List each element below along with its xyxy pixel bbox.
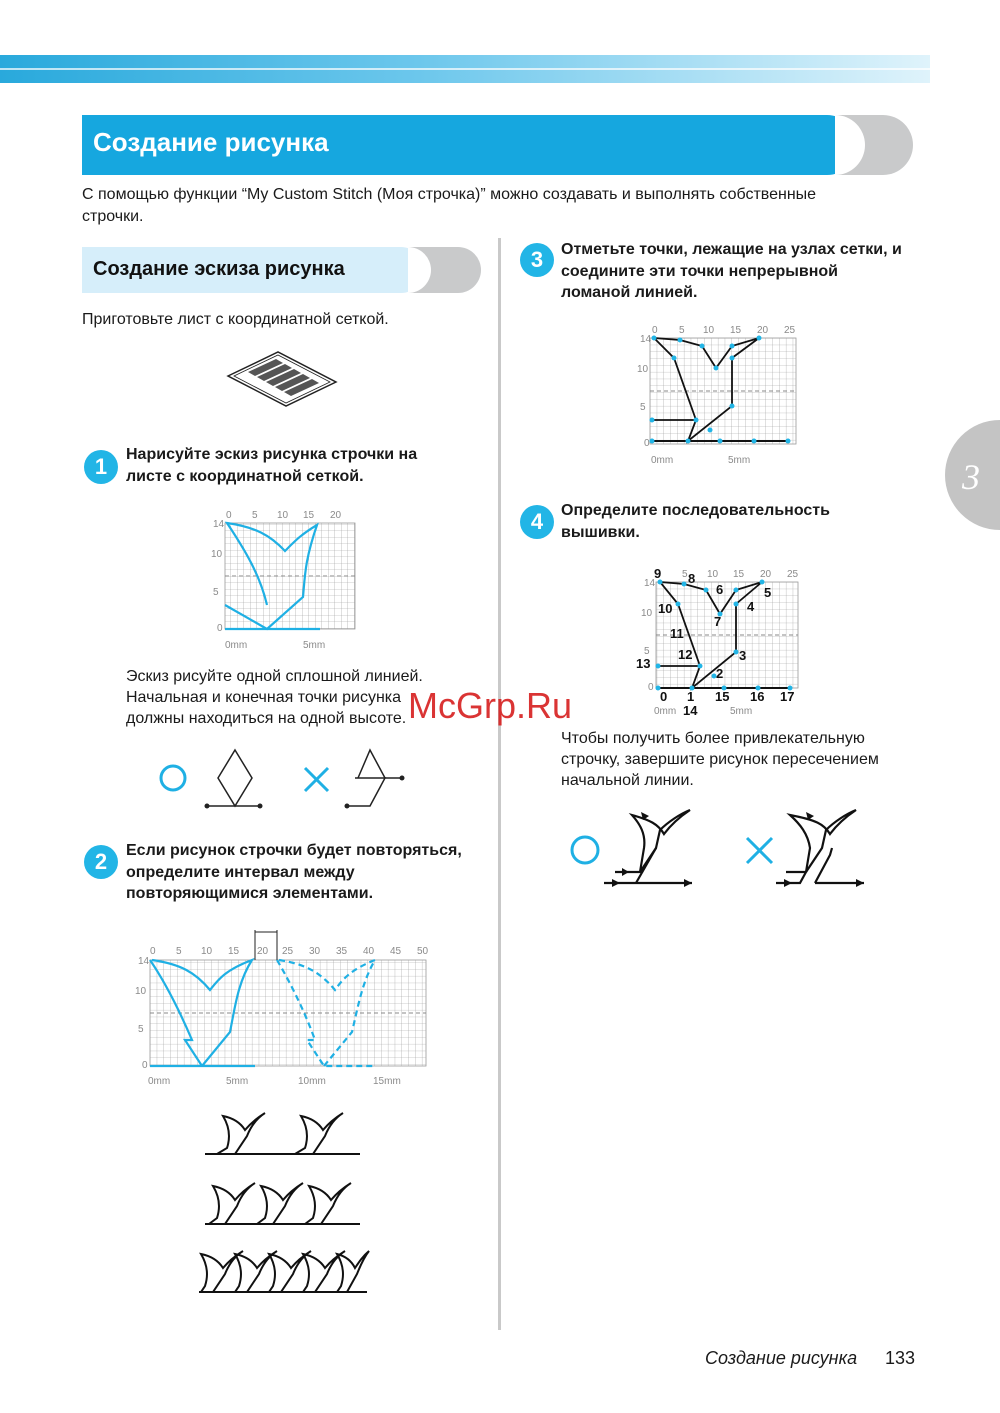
grid-2-xtick: 0 [150,946,156,957]
grid-4-xtick: 25 [787,569,799,580]
grid-2-xtick: 5 [176,946,182,957]
grid-3-diagram [630,318,810,473]
step-2-number: 2 [84,845,118,879]
grid-3-xtick: 10 [703,325,715,336]
grid-1-mm: 0mm [225,640,248,651]
grid-4-xtick: 20 [760,569,772,580]
grid-1-xtick: 5 [252,510,258,521]
seq-point-label: 17 [780,689,795,704]
grid-2-xtick: 15 [228,946,240,957]
seq-point-label: 14 [683,703,698,718]
column-divider [498,238,501,1330]
step-1-note: Эскиз рисуйте одной сплошной линией. Начальная и конечная точки рисунка должны находиться на одной высоте. [126,668,423,727]
grid-3-ytick: 14 [640,334,652,345]
step-1-title: Нарисуйте эскиз рисунка строчки на листе с координатной сеткой. [126,446,418,485]
grid-3-xtick: 25 [784,325,796,336]
grid-2-ytick: 10 [135,986,147,997]
seq-point-label: 15 [715,689,730,704]
grid-3-xtick: 15 [730,325,742,336]
grid-4-xtick: 10 [707,569,719,580]
grid-2-ytick: 5 [138,1024,144,1035]
title-bar-ornament [835,115,913,175]
grid-2-ytick: 14 [138,956,150,967]
grid-2-mm: 5mm [226,1076,249,1087]
step-4-title: Определите последовательность вышивки. [561,502,830,541]
wrong-icon [747,838,772,863]
graph-paper-icon [222,348,342,410]
seq-point-label: 11 [670,626,684,641]
intro-text: С помощью функции “My Custom Stitch (Моя строчка)” можно создавать и выполнять собственные строчки. [82,186,817,225]
footer-title: Создание рисунка [705,1348,858,1368]
grid-4-diagram [630,562,810,720]
correct-icon [572,837,598,863]
step-3-title: Отметьте точки, лежащие на узлах сетки, и соедините эти точки непрерывной ломаной линией. [561,241,902,301]
grid-2-mm: 15mm [373,1076,401,1087]
section-bar-ornament [408,247,481,293]
grid-4-ytick: 5 [644,646,650,657]
chapter-number: 3 [962,457,980,497]
grid-3-ytick: 5 [640,402,646,413]
step-4-note: Чтобы получить более привлекательную строчку, завершите рисунок пересечением начальной линии. [561,730,879,789]
seq-point-label: 12 [678,647,693,662]
grid-4-ytick: 14 [644,578,656,589]
grid-1-ytick: 0 [217,623,223,634]
step-1-number: 1 [84,450,118,484]
grid-1-ytick: 5 [213,587,219,598]
grid-4-mm: 5mm [730,706,753,717]
seq-point-label: 16 [750,689,765,704]
grid-1-diagram [205,505,365,655]
crossing-rule-examples [560,800,880,900]
grid-3-ytick: 10 [637,364,649,375]
page-number: 133 [885,1348,916,1368]
seq-point-label: 10 [658,601,673,616]
seq-point-label: 8 [688,571,696,586]
seq-point-label: 5 [764,585,772,600]
seq-point-label: 7 [714,614,722,629]
section-title: Создание эскиза рисунка [93,258,345,280]
repeat-pattern-examples [195,1108,375,1298]
seq-point-label: 2 [716,666,724,681]
grid-3-xtick: 5 [679,325,685,336]
grid-3-mm: 0mm [651,455,674,466]
grid-4-ytick: 0 [648,682,654,693]
seq-point-label: 0 [660,689,668,704]
grid-3-mm: 5mm [728,455,751,466]
grid-4-mm: 0mm [654,706,677,717]
grid-2-mm: 10mm [298,1076,326,1087]
step-2-title: Если рисунок строчки будет повторяться, определите интервал между повторяющимися элементами. [126,842,462,902]
grid-2-xtick: 50 [417,946,429,957]
grid-4-xtick: 5 [682,569,688,580]
grid-2-xtick: 25 [282,946,294,957]
step-4-number: 4 [520,505,554,539]
grid-1-xtick: 0 [226,510,232,521]
seq-point-label: 4 [747,599,755,614]
prepare-text: Приготовьте лист с координатной сеткой. [82,311,389,328]
grid-2-xtick: 10 [201,946,213,957]
seq-point-label: 13 [636,656,651,671]
seq-point-label: 9 [654,566,662,581]
watermark: McGrp.Ru [408,685,573,726]
grid-2-xtick: 35 [336,946,348,957]
page-title: Создание рисунка [93,127,329,157]
grid-1-ytick: 10 [211,549,223,560]
grid-3-xtick: 0 [652,325,658,336]
grid-1-ytick: 14 [213,519,225,530]
grid-2-xtick: 30 [309,946,321,957]
step-3-number: 3 [520,243,554,277]
top-stripe [0,55,930,83]
seq-point-label: 3 [739,648,747,663]
grid-4-ytick: 10 [641,608,653,619]
grid-2-xtick: 40 [363,946,375,957]
grid-2-ytick: 0 [142,1060,148,1071]
grid-3-ytick: 0 [644,438,650,449]
correct-icon [161,766,185,790]
grid-1-xtick: 20 [330,510,342,521]
seq-point-label: 6 [716,582,724,597]
grid-2-xtick: 20 [257,946,269,957]
wrong-icon [305,768,328,791]
grid-2-xtick: 45 [390,946,402,957]
grid-4-xtick: 15 [733,569,745,580]
grid-3-xtick: 20 [757,325,769,336]
line-rule-examples [150,740,420,810]
grid-1-mm: 5mm [303,640,326,651]
grid-2-mm: 0mm [148,1076,171,1087]
grid-1-xtick: 15 [303,510,315,521]
grid-2-diagram [130,922,440,1092]
grid-1-xtick: 10 [277,510,289,521]
seq-point-label: 1 [687,689,695,704]
